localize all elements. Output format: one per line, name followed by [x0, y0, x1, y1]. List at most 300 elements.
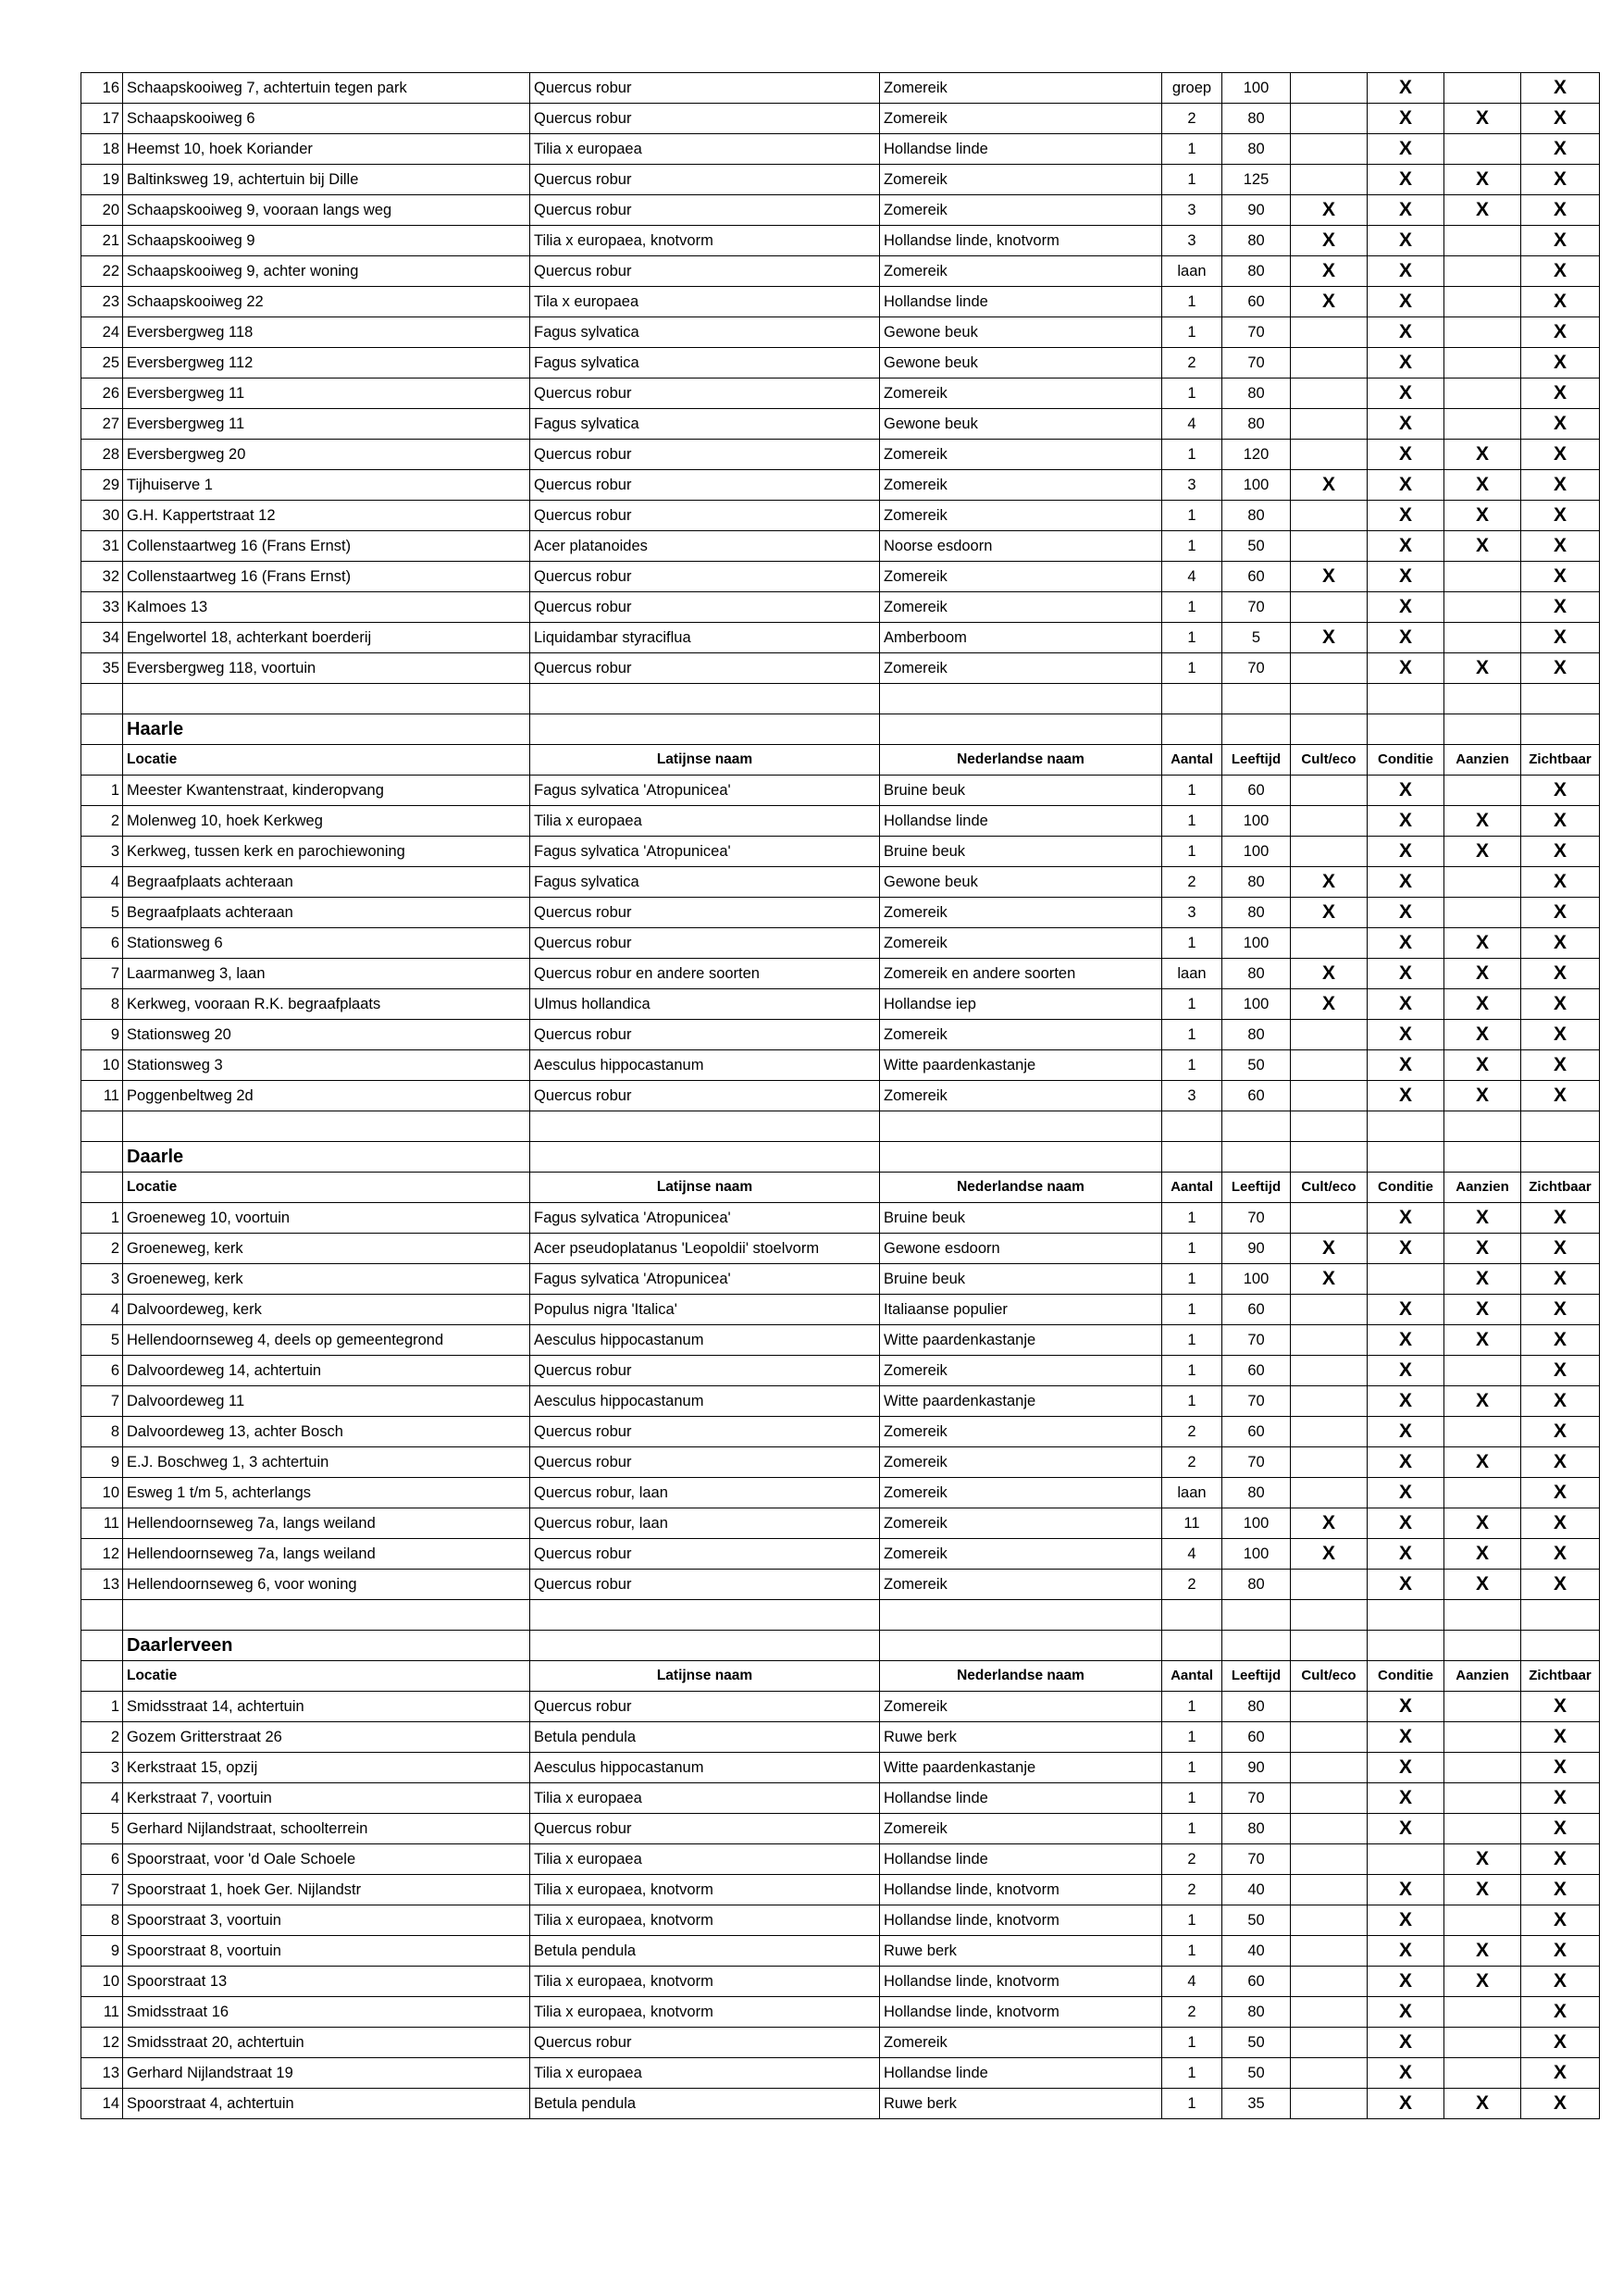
appearance-mark [1444, 1753, 1521, 1783]
location-cell: Kerkweg, tussen kerk en parochiewoning [123, 837, 530, 867]
empty-cell [81, 684, 123, 714]
count-cell: 4 [1162, 1967, 1222, 1997]
condition-mark: X [1368, 1234, 1444, 1264]
condition-mark: X [1368, 256, 1444, 287]
appearance-mark: X [1444, 1386, 1521, 1417]
age-cell: 80 [1222, 226, 1291, 256]
cult-eco-mark [1291, 1417, 1368, 1447]
dutch-name-cell: Noorse esdoorn [880, 531, 1162, 562]
visibility-mark: X [1521, 317, 1600, 348]
location-cell: Laarmanweg 3, laan [123, 959, 530, 989]
latin-name-cell: Quercus robur [530, 928, 880, 959]
row-number: 26 [81, 379, 123, 409]
location-cell: Groeneweg 10, voortuin [123, 1203, 530, 1234]
cult-eco-mark [1291, 1203, 1368, 1234]
appearance-mark: X [1444, 1081, 1521, 1111]
appearance-mark [1444, 1356, 1521, 1386]
appearance-mark: X [1444, 501, 1521, 531]
cult-eco-mark [1291, 1386, 1368, 1417]
visibility-mark: X [1521, 1386, 1600, 1417]
count-cell: 2 [1162, 1570, 1222, 1600]
count-cell: 1 [1162, 1234, 1222, 1264]
count-cell: 1 [1162, 165, 1222, 195]
condition-mark: X [1368, 837, 1444, 867]
location-cell: Groeneweg, kerk [123, 1234, 530, 1264]
table-row [81, 1692, 1600, 1722]
empty-cell [1291, 1111, 1368, 1142]
dutch-name-cell: Zomereik [880, 653, 1162, 684]
location-cell: Molenweg 10, hoek Kerkweg [123, 806, 530, 837]
age-cell: 70 [1222, 1447, 1291, 1478]
visibility-mark: X [1521, 1020, 1600, 1050]
visibility-mark: X [1521, 1844, 1600, 1875]
row-number: 32 [81, 562, 123, 592]
row-number: 6 [81, 1844, 123, 1875]
location-cell: Stationsweg 3 [123, 1050, 530, 1081]
row-number: 5 [81, 898, 123, 928]
dutch-name-cell: Hollandse linde [880, 1844, 1162, 1875]
empty-cell [81, 1142, 123, 1173]
dutch-name-cell: Bruine beuk [880, 1264, 1162, 1295]
condition-mark: X [1368, 1447, 1444, 1478]
appearance-mark [1444, 867, 1521, 898]
latin-name-cell: Tilia x europaea, knotvorm [530, 1905, 880, 1936]
age-cell: 60 [1222, 1722, 1291, 1753]
empty-cell [1444, 1600, 1521, 1631]
dutch-name-cell: Hollandse linde [880, 287, 1162, 317]
visibility-mark: X [1521, 959, 1600, 989]
cult-eco-mark: X [1291, 195, 1368, 226]
latin-name-cell: Tilia x europaea [530, 2058, 880, 2089]
condition-mark: X [1368, 317, 1444, 348]
table-row [81, 592, 1600, 623]
empty-cell [1368, 684, 1444, 714]
dutch-name-cell: Zomereik [880, 1081, 1162, 1111]
visibility-mark: X [1521, 1081, 1600, 1111]
location-cell: Schaapskooiweg 9, vooraan langs weg [123, 195, 530, 226]
age-cell: 80 [1222, 1570, 1291, 1600]
count-cell: 3 [1162, 470, 1222, 501]
appearance-mark: X [1444, 1234, 1521, 1264]
count-cell: 1 [1162, 440, 1222, 470]
dutch-name-cell: Gewone beuk [880, 317, 1162, 348]
latin-name-cell: Quercus robur [530, 195, 880, 226]
condition-mark: X [1368, 1417, 1444, 1447]
section-title-row [81, 1631, 1600, 1661]
dutch-name-cell: Amberboom [880, 623, 1162, 653]
cult-eco-mark [1291, 409, 1368, 440]
latin-name-cell: Quercus robur, laan [530, 1478, 880, 1508]
row-number: 7 [81, 959, 123, 989]
empty-cell [81, 1600, 123, 1631]
location-cell: Spoorstraat 13 [123, 1967, 530, 1997]
count-cell: 1 [1162, 1356, 1222, 1386]
location-cell: Tijhuiserve 1 [123, 470, 530, 501]
row-number: 30 [81, 501, 123, 531]
dutch-name-cell: Zomereik [880, 1478, 1162, 1508]
location-cell: Hellendoornseweg 6, voor woning [123, 1570, 530, 1600]
table-row [81, 2058, 1600, 2089]
appearance-mark: X [1444, 531, 1521, 562]
latin-name-cell: Quercus robur [530, 1081, 880, 1111]
count-cell: laan [1162, 1478, 1222, 1508]
latin-name-cell: Quercus robur [530, 256, 880, 287]
count-cell: laan [1162, 959, 1222, 989]
row-number: 9 [81, 1020, 123, 1050]
latin-name-cell: Tilia x europaea, knotvorm [530, 226, 880, 256]
condition-mark: X [1368, 1783, 1444, 1814]
appearance-mark [1444, 1478, 1521, 1508]
row-number: 1 [81, 1692, 123, 1722]
cult-eco-mark [1291, 2058, 1368, 2089]
table-row [81, 165, 1600, 195]
cult-eco-mark [1291, 165, 1368, 195]
dutch-name-cell: Zomereik [880, 104, 1162, 134]
count-cell: 1 [1162, 1050, 1222, 1081]
section-title-row [81, 714, 1600, 745]
count-cell: 3 [1162, 226, 1222, 256]
location-cell: Hellendoornseweg 7a, langs weiland [123, 1508, 530, 1539]
column-header-aantal: Aantal [1162, 745, 1222, 776]
age-cell: 80 [1222, 134, 1291, 165]
dutch-name-cell: Gewone beuk [880, 867, 1162, 898]
cult-eco-mark: X [1291, 287, 1368, 317]
dutch-name-cell: Gewone esdoorn [880, 1234, 1162, 1264]
latin-name-cell: Quercus robur [530, 501, 880, 531]
age-cell: 80 [1222, 867, 1291, 898]
column-header-row [81, 1661, 1600, 1692]
table-row [81, 440, 1600, 470]
location-cell: Gozem Gritterstraat 26 [123, 1722, 530, 1753]
location-cell: Smidsstraat 20, achtertuin [123, 2028, 530, 2058]
row-number: 20 [81, 195, 123, 226]
age-cell: 50 [1222, 2058, 1291, 2089]
latin-name-cell: Tilia x europaea, knotvorm [530, 1997, 880, 2028]
table-row [81, 134, 1600, 165]
appearance-mark [1444, 592, 1521, 623]
age-cell: 70 [1222, 1844, 1291, 1875]
location-cell: Smidsstraat 16 [123, 1997, 530, 2028]
count-cell: 1 [1162, 287, 1222, 317]
table-row [81, 1050, 1600, 1081]
column-header-conditie: Conditie [1368, 1661, 1444, 1692]
empty-cell [1291, 684, 1368, 714]
condition-mark: X [1368, 776, 1444, 806]
condition-mark: X [1368, 440, 1444, 470]
row-number: 7 [81, 1875, 123, 1905]
count-cell: 1 [1162, 1905, 1222, 1936]
location-cell: Gerhard Nijlandstraat, schoolterrein [123, 1814, 530, 1844]
count-cell: laan [1162, 256, 1222, 287]
cult-eco-mark [1291, 1936, 1368, 1967]
cult-eco-mark [1291, 928, 1368, 959]
dutch-name-cell: Witte paardenkastanje [880, 1325, 1162, 1356]
condition-mark: X [1368, 1356, 1444, 1386]
condition-mark: X [1368, 379, 1444, 409]
appearance-mark [1444, 623, 1521, 653]
column-header-cult: Cult/eco [1291, 745, 1368, 776]
visibility-mark: X [1521, 1997, 1600, 2028]
age-cell: 35 [1222, 2089, 1291, 2119]
appearance-mark: X [1444, 989, 1521, 1020]
age-cell: 60 [1222, 1356, 1291, 1386]
dutch-name-cell: Zomereik [880, 1692, 1162, 1722]
visibility-mark: X [1521, 2028, 1600, 2058]
empty-cell [1368, 1142, 1444, 1173]
cult-eco-mark [1291, 1967, 1368, 1997]
dutch-name-cell: Zomereik [880, 562, 1162, 592]
age-cell: 80 [1222, 256, 1291, 287]
location-cell: Spoorstraat 3, voortuin [123, 1905, 530, 1936]
appearance-mark: X [1444, 653, 1521, 684]
section-title: Daarle [123, 1142, 530, 1173]
count-cell: 1 [1162, 928, 1222, 959]
dutch-name-cell: Ruwe berk [880, 1722, 1162, 1753]
cult-eco-mark [1291, 317, 1368, 348]
condition-mark: X [1368, 2089, 1444, 2119]
table-row [81, 287, 1600, 317]
location-cell: Eversbergweg 118 [123, 317, 530, 348]
age-cell: 70 [1222, 348, 1291, 379]
row-number: 12 [81, 1539, 123, 1570]
cult-eco-mark [1291, 1692, 1368, 1722]
empty-cell [530, 1142, 880, 1173]
age-cell: 80 [1222, 1814, 1291, 1844]
latin-name-cell: Betula pendula [530, 1722, 880, 1753]
latin-name-cell: Ulmus hollandica [530, 989, 880, 1020]
condition-mark: X [1368, 898, 1444, 928]
count-cell: 1 [1162, 1814, 1222, 1844]
empty-cell [530, 1600, 880, 1631]
latin-name-cell: Quercus robur [530, 898, 880, 928]
dutch-name-cell: Zomereik [880, 73, 1162, 104]
condition-mark: X [1368, 226, 1444, 256]
age-cell: 70 [1222, 317, 1291, 348]
visibility-mark: X [1521, 928, 1600, 959]
empty-cell [880, 1600, 1162, 1631]
age-cell: 70 [1222, 653, 1291, 684]
condition-mark: X [1368, 1967, 1444, 1997]
latin-name-cell: Quercus robur [530, 1692, 880, 1722]
visibility-mark: X [1521, 653, 1600, 684]
visibility-mark: X [1521, 501, 1600, 531]
cult-eco-mark [1291, 73, 1368, 104]
age-cell: 5 [1222, 623, 1291, 653]
dutch-name-cell: Witte paardenkastanje [880, 1753, 1162, 1783]
latin-name-cell: Tila x europaea [530, 287, 880, 317]
table-row [81, 1722, 1600, 1753]
condition-mark: X [1368, 959, 1444, 989]
latin-name-cell: Quercus robur [530, 1570, 880, 1600]
condition-mark: X [1368, 989, 1444, 1020]
visibility-mark: X [1521, 1203, 1600, 1234]
age-cell: 70 [1222, 1325, 1291, 1356]
empty-cell [1444, 1142, 1521, 1173]
dutch-name-cell: Zomereik [880, 1508, 1162, 1539]
empty-cell [880, 714, 1162, 745]
latin-name-cell: Quercus robur [530, 165, 880, 195]
condition-mark: X [1368, 287, 1444, 317]
cult-eco-mark [1291, 1997, 1368, 2028]
appearance-mark: X [1444, 1264, 1521, 1295]
dutch-name-cell: Zomereik [880, 165, 1162, 195]
visibility-mark: X [1521, 1508, 1600, 1539]
row-number: 10 [81, 1967, 123, 1997]
row-number: 25 [81, 348, 123, 379]
empty-cell [1222, 684, 1291, 714]
table-row [81, 195, 1600, 226]
condition-mark: X [1368, 1386, 1444, 1417]
empty-cell [530, 684, 880, 714]
table-row [81, 379, 1600, 409]
dutch-name-cell: Hollandse linde, knotvorm [880, 226, 1162, 256]
latin-name-cell: Quercus robur [530, 1417, 880, 1447]
condition-mark: X [1368, 1753, 1444, 1783]
empty-cell [1222, 1142, 1291, 1173]
row-number: 22 [81, 256, 123, 287]
row-number: 24 [81, 317, 123, 348]
appearance-mark: X [1444, 1447, 1521, 1478]
cult-eco-mark [1291, 1356, 1368, 1386]
visibility-mark: X [1521, 287, 1600, 317]
dutch-name-cell: Italiaanse populier [880, 1295, 1162, 1325]
row-number: 5 [81, 1814, 123, 1844]
latin-name-cell: Tilia x europaea, knotvorm [530, 1875, 880, 1905]
dutch-name-cell: Bruine beuk [880, 1203, 1162, 1234]
latin-name-cell: Quercus robur [530, 562, 880, 592]
count-cell: 1 [1162, 1722, 1222, 1753]
age-cell: 100 [1222, 470, 1291, 501]
age-cell: 90 [1222, 1234, 1291, 1264]
condition-mark: X [1368, 653, 1444, 684]
latin-name-cell: Aesculus hippocastanum [530, 1753, 880, 1783]
condition-mark: X [1368, 562, 1444, 592]
empty-cell [81, 714, 123, 745]
visibility-mark: X [1521, 1753, 1600, 1783]
visibility-mark: X [1521, 134, 1600, 165]
count-cell: 2 [1162, 1417, 1222, 1447]
age-cell: 40 [1222, 1936, 1291, 1967]
visibility-mark: X [1521, 104, 1600, 134]
dutch-name-cell: Zomereik [880, 592, 1162, 623]
location-cell: G.H. Kappertstraat 12 [123, 501, 530, 531]
visibility-mark: X [1521, 348, 1600, 379]
visibility-mark: X [1521, 1936, 1600, 1967]
location-cell: Stationsweg 20 [123, 1020, 530, 1050]
row-number: 4 [81, 1295, 123, 1325]
table-row [81, 1875, 1600, 1905]
section-title-row [81, 1142, 1600, 1173]
cult-eco-mark [1291, 592, 1368, 623]
appearance-mark: X [1444, 1295, 1521, 1325]
empty-cell [81, 1631, 123, 1661]
visibility-mark: X [1521, 226, 1600, 256]
location-cell: Schaapskooiweg 9, achter woning [123, 256, 530, 287]
table-row [81, 1386, 1600, 1417]
location-cell: Spoorstraat 8, voortuin [123, 1936, 530, 1967]
row-number: 34 [81, 623, 123, 653]
latin-name-cell: Fagus sylvatica 'Atropunicea' [530, 776, 880, 806]
dutch-name-cell: Hollandse linde, knotvorm [880, 1967, 1162, 1997]
appearance-mark: X [1444, 195, 1521, 226]
dutch-name-cell: Zomereik [880, 195, 1162, 226]
age-cell: 80 [1222, 1478, 1291, 1508]
count-cell: 1 [1162, 989, 1222, 1020]
appearance-mark [1444, 73, 1521, 104]
empty-cell [81, 1173, 123, 1203]
table-row [81, 1753, 1600, 1783]
count-cell: 1 [1162, 653, 1222, 684]
latin-name-cell: Quercus robur [530, 1356, 880, 1386]
cult-eco-mark [1291, 1570, 1368, 1600]
latin-name-cell: Quercus robur [530, 2028, 880, 2058]
visibility-mark: X [1521, 1967, 1600, 1997]
appearance-mark: X [1444, 165, 1521, 195]
age-cell: 80 [1222, 1997, 1291, 2028]
location-cell: Schaapskooiweg 6 [123, 104, 530, 134]
location-cell: Dalvoordeweg 14, achtertuin [123, 1356, 530, 1386]
row-number: 12 [81, 2028, 123, 2058]
location-cell: Poggenbeltweg 2d [123, 1081, 530, 1111]
column-header-cult: Cult/eco [1291, 1661, 1368, 1692]
empty-cell [81, 745, 123, 776]
dutch-name-cell: Ruwe berk [880, 2089, 1162, 2119]
column-header-leeftijd: Leeftijd [1222, 745, 1291, 776]
row-number: 14 [81, 2089, 123, 2119]
count-cell: 1 [1162, 776, 1222, 806]
table-row [81, 1539, 1600, 1570]
age-cell: 70 [1222, 1386, 1291, 1417]
row-number: 13 [81, 2058, 123, 2089]
spacer-row [81, 1600, 1600, 1631]
empty-cell [1162, 1111, 1222, 1142]
condition-mark: X [1368, 592, 1444, 623]
location-cell: Engelwortel 18, achterkant boerderij [123, 623, 530, 653]
column-header-locatie: Locatie [123, 745, 530, 776]
age-cell: 100 [1222, 1539, 1291, 1570]
cult-eco-mark [1291, 1295, 1368, 1325]
age-cell: 70 [1222, 1783, 1291, 1814]
empty-cell [1521, 1631, 1600, 1661]
latin-name-cell: Fagus sylvatica [530, 409, 880, 440]
count-cell: 2 [1162, 104, 1222, 134]
visibility-mark: X [1521, 1539, 1600, 1570]
visibility-mark: X [1521, 1295, 1600, 1325]
age-cell: 50 [1222, 2028, 1291, 2058]
appearance-mark [1444, 317, 1521, 348]
dutch-name-cell: Zomereik [880, 1539, 1162, 1570]
dutch-name-cell: Hollandse linde, knotvorm [880, 1997, 1162, 2028]
latin-name-cell: Acer pseudoplatanus 'Leopoldii' stoelvorm [530, 1234, 880, 1264]
count-cell: 1 [1162, 1203, 1222, 1234]
dutch-name-cell: Ruwe berk [880, 1936, 1162, 1967]
condition-mark: X [1368, 1997, 1444, 2028]
table-row [81, 348, 1600, 379]
condition-mark: X [1368, 1814, 1444, 1844]
empty-cell [1521, 1111, 1600, 1142]
location-cell: Baltinksweg 19, achtertuin bij Dille [123, 165, 530, 195]
cult-eco-mark [1291, 1783, 1368, 1814]
dutch-name-cell: Bruine beuk [880, 776, 1162, 806]
appearance-mark: X [1444, 1508, 1521, 1539]
count-cell: 2 [1162, 867, 1222, 898]
condition-mark: X [1368, 134, 1444, 165]
appearance-mark [1444, 1417, 1521, 1447]
row-number: 3 [81, 1753, 123, 1783]
count-cell: 1 [1162, 1020, 1222, 1050]
condition-mark: X [1368, 73, 1444, 104]
count-cell: 1 [1162, 837, 1222, 867]
